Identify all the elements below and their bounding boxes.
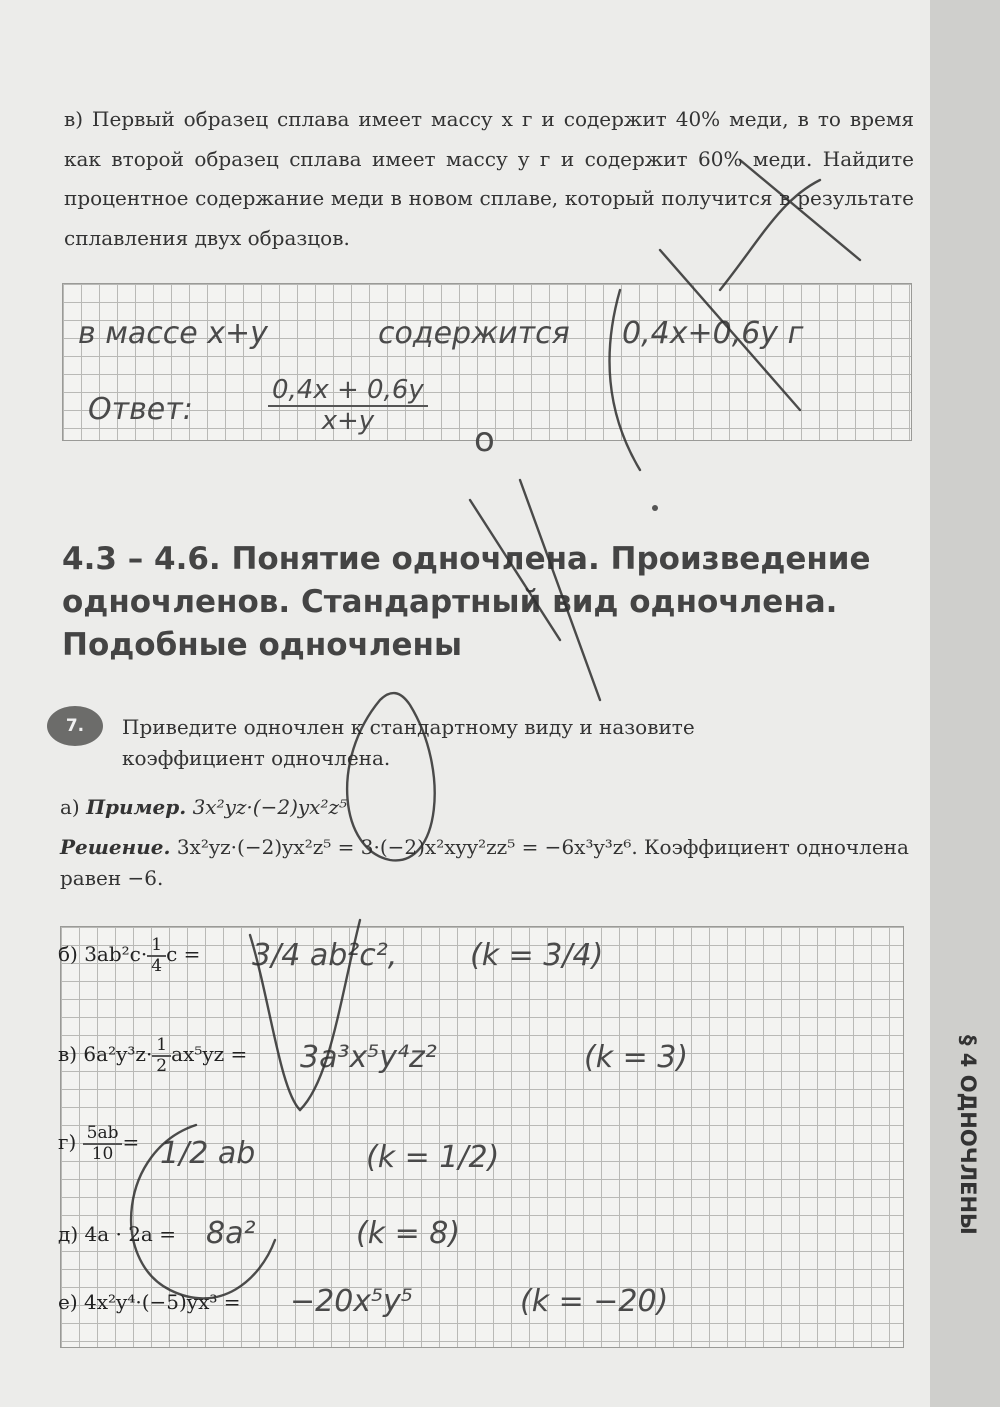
answer-numerator: 0,4x + 0,6y <box>268 376 428 407</box>
exercise-b-frac-num: 1 <box>147 936 166 957</box>
exercise-v-pre: в) 6a²y³z· <box>58 1042 153 1067</box>
exercise-g-pre: г) <box>58 1130 83 1155</box>
exercise-e-pre: е) 4x²y⁴·(−5)yx³ = <box>58 1290 241 1314</box>
task-instruction: Приведите одночлен к стандартному виду и назовите коэффициент одночлена. <box>122 715 695 770</box>
exercise-b-post: c = <box>166 942 201 967</box>
handwritten-contains: содержится <box>378 316 570 351</box>
handwritten-stray-mark: o <box>474 420 495 460</box>
handwritten-mass: в массе x+y <box>78 316 268 351</box>
section-heading: 4.3 – 4.6. Понятие одночлена. Произведение одночленов. Стандартный вид одночлена. Подобные одночлены <box>62 541 871 663</box>
exercise-g-frac-num: 5ab <box>83 1124 123 1145</box>
exercise-b-answer: 3/4 ab²c², <box>252 938 398 973</box>
solution-text: 3x²yz·(−2)yx²z⁵ = 3·(−2)x²xyy²zz⁵ = −6x³y³z⁶. Коэффициент одночлена равен −6. <box>60 835 909 890</box>
exercise-v-post: ax⁵yz = <box>171 1042 248 1067</box>
exercise-b-frac-den: 4 <box>151 955 163 976</box>
answer-denominator: x+y <box>321 405 375 436</box>
exercise-g-post: = <box>122 1130 140 1155</box>
exercise-e-label <box>58 1290 241 1314</box>
exercise-g-frac-den: 10 <box>91 1143 114 1164</box>
task-number-badge: 7. <box>47 706 103 746</box>
exercise-v-frac-den: 2 <box>156 1055 168 1076</box>
handwritten-answer-label: Ответ: <box>88 392 193 427</box>
exercise-e-answer: −20x⁵y⁵ <box>290 1284 413 1319</box>
handwritten-answer-fraction <box>268 376 428 435</box>
side-tab-label <box>950 1035 980 1115</box>
exercise-g-label <box>58 1124 139 1163</box>
solution-line <box>60 832 920 894</box>
exercise-v-answer: 3a³x⁵y⁴z² <box>300 1040 437 1075</box>
exercise-g-answer: 1/2 ab <box>160 1136 256 1171</box>
exercise-d-label <box>58 1222 176 1246</box>
exercise-d-pre: д) 4a · 2a = <box>58 1222 176 1246</box>
example-line <box>60 792 920 822</box>
stray-dot-icon <box>652 505 658 511</box>
exercise-d-answer: 8a² <box>206 1216 256 1251</box>
exercise-d-coef: (k = 8) <box>356 1216 461 1251</box>
exercise-v-coef: (k = 3) <box>584 1040 689 1075</box>
solution-label: Решение. <box>60 835 171 859</box>
exercise-e-coef: (k = −20) <box>520 1284 669 1319</box>
problem-v-text: в) Первый образец сплава имеет массу x г и содержит 40% меди, в то время как второй образец сплава имеет массу y г и содержит 60% меди. Найдите процентное содержание меди в новом сплаве, который получится в результате сплавления двух образцов. <box>64 107 914 250</box>
example-label: Пример. <box>86 795 187 819</box>
example-prefix: а) <box>60 795 87 819</box>
example-expression: 3x²yz·(−2)yx²z⁵ <box>192 795 348 819</box>
handwritten-copper-mass: 0,4x+0,6y г <box>622 316 804 351</box>
exercise-b-label <box>58 936 200 975</box>
exercise-v-frac-num: 1 <box>152 1036 171 1057</box>
exercise-v-label <box>58 1036 247 1075</box>
exercise-b-pre: б) 3ab²c· <box>58 942 148 967</box>
exercise-b-coef: (k = 3/4) <box>470 938 604 973</box>
exercise-g-coef: (k = 1/2) <box>366 1140 500 1175</box>
